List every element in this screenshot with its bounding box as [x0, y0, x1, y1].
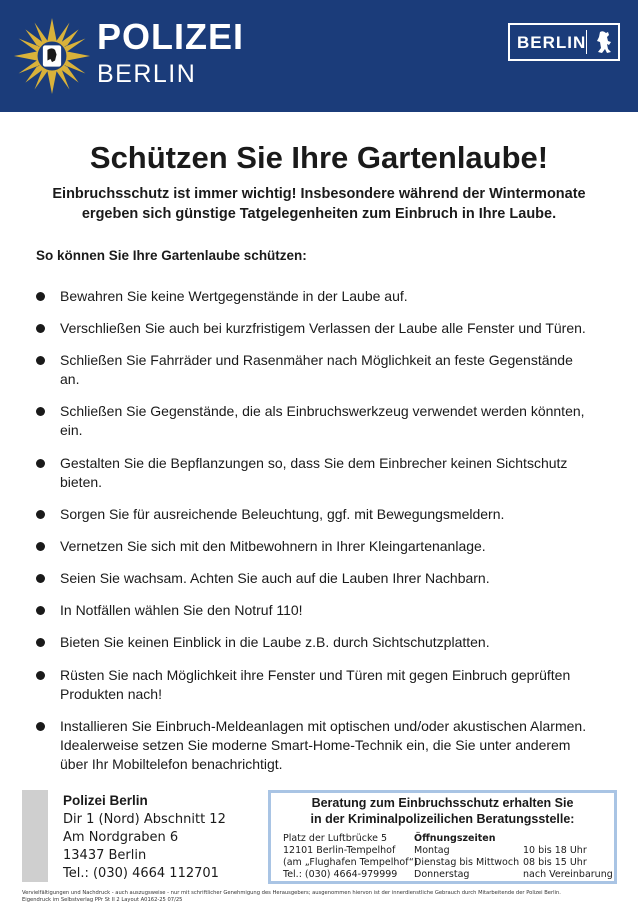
tip-text: über Ihr Mobiltelefon benachrichtigt. [60, 756, 283, 772]
list-item [60, 666, 604, 704]
bullet-icon [36, 407, 45, 416]
contact-line: 13437 Berlin [63, 848, 147, 863]
advice-title [271, 795, 614, 827]
berlin-bear-icon [594, 30, 616, 56]
list-item [60, 505, 604, 524]
list-item [60, 717, 604, 774]
tip-text: Rüsten Sie nach Möglichkeit ihre Fenster und Türen mit gegen Einbruch geprüften [60, 667, 571, 683]
hours-day: Dienstag bis Mittwoch [414, 857, 520, 868]
footer-line: Vervielfältigungen und Nachdruck - auch auszugsweise - nur mit schriftlicher Genehmigung des Herausgebers; ausgenommen hiervon ist der innerdienstliche Gebrauch durch Mitarbeitende der Polizei Berlin. [22, 890, 561, 896]
brand-city: BERLIN [97, 60, 197, 88]
bullet-icon [36, 459, 45, 468]
contact-phone: Tel.: (030) 4664 112701 [63, 866, 219, 881]
list-item [60, 569, 604, 588]
subtitle-line: ergeben sich günstige Tatgelegenheiten zum Einbruch in Ihre Laube. [81, 206, 557, 222]
bullet-icon [36, 356, 45, 365]
bullet-icon [36, 574, 45, 583]
list-item [60, 601, 604, 620]
bullet-icon [36, 292, 45, 301]
badge-divider [586, 30, 587, 54]
list-item [60, 319, 604, 338]
bullet-icon [36, 638, 45, 647]
contact-line: Dir 1 (Nord) Abschnitt 12 [63, 812, 226, 827]
advice-title-line: in der Kriminalpolizeilichen Beratungsstelle: [310, 812, 575, 826]
tip-text: Vernetzen Sie sich mit den Mitbewohnern in Ihrer Kleingartenanlage. [60, 538, 486, 554]
subtitle [40, 184, 598, 224]
tip-text: an. [60, 371, 80, 387]
advice-address-line: Platz der Luftbrücke 5 [283, 833, 388, 844]
advice-box [268, 790, 617, 884]
hours-day: Montag [414, 845, 450, 856]
list-item [60, 287, 604, 306]
berlin-badge [508, 23, 620, 61]
berlin-badge-label: BERLIN [517, 33, 587, 52]
hours-time: nach Vereinbarung [523, 869, 613, 880]
contact-line: Am Nordgraben 6 [63, 830, 179, 845]
tip-text: Seien Sie wachsam. Achten Sie auch auf die Lauben Ihrer Nachbarn. [60, 570, 490, 586]
advice-title-line: Beratung zum Einbruchsschutz erhalten Sie [311, 796, 574, 810]
brand-name: POLIZEI [97, 16, 245, 57]
bullet-icon [36, 542, 45, 551]
list-item [60, 633, 604, 652]
bullet-icon [36, 671, 45, 680]
tip-text: Schließen Sie Gegenstände, die als Einbruchswerkzeug verwendet werden könnten, [60, 403, 585, 419]
tip-text: Verschließen Sie auch bei kurzfristigem Verlassen der Laube alle Fenster und Türen. [60, 320, 586, 336]
bullet-icon [36, 510, 45, 519]
advice-address-line: (am „Flughafen Tempelhof“) [283, 857, 418, 868]
tip-text: Produkten nach! [60, 686, 162, 702]
tip-text: Gestalten Sie die Bepflanzungen so, dass Sie dem Einbrecher keinen Sichtschutz [60, 455, 568, 471]
contact-org: Polizei Berlin [63, 793, 148, 808]
bullet-icon [36, 606, 45, 615]
list-item [60, 537, 604, 556]
tip-text: In Notfällen wählen Sie den Notruf 110! [60, 602, 303, 618]
tip-text: bieten. [60, 474, 103, 490]
bullet-icon [36, 324, 45, 333]
advice-phone: Tel.: (030) 4664-979999 [283, 869, 398, 880]
footer-line: Eigendruck im Selbstverlag PPr St II 2 Layout A0162-25 07/25 [22, 897, 183, 903]
tip-text: Bieten Sie keinen Einblick in die Laube z.B. durch Sichtschutzplatten. [60, 634, 490, 650]
list-item [60, 351, 604, 389]
page-title: Schützen Sie Ihre Gartenlaube! [89, 140, 549, 175]
list-item [60, 454, 604, 492]
subtitle-line: Einbruchsschutz ist immer wichtig! Insbesondere während der Wintermonate [52, 186, 586, 202]
tip-text: Installieren Sie Einbruch-Meldeanlagen mit optischen und/oder akustischen Alarmen. [60, 718, 587, 734]
list-item [60, 402, 604, 440]
hours-time: 08 bis 15 Uhr [523, 857, 587, 868]
tip-text: ein. [60, 422, 83, 438]
tip-text: Sorgen Sie für ausreichende Beleuchtung, ggf. mit Bewegungsmeldern. [60, 506, 505, 522]
hours-heading: Öffnungszeiten [414, 833, 496, 844]
hours-time: 10 bis 18 Uhr [523, 845, 587, 856]
tip-text: Schließen Sie Fahrräder und Rasenmäher nach Möglichkeit an feste Gegenstände [60, 352, 573, 368]
contact-accent-bar [22, 790, 48, 882]
bullet-icon [36, 722, 45, 731]
header-banner [0, 0, 638, 112]
tip-text: Idealerweise setzen Sie moderne Smart-Home-Technik ein, die Sie unter anderem [60, 737, 571, 753]
police-star-with-bear-icon [14, 18, 90, 94]
footer-note [22, 890, 622, 904]
intro-heading: So können Sie Ihre Gartenlaube schützen: [36, 248, 307, 263]
advice-address-line: 12101 Berlin-Tempelhof [283, 845, 396, 856]
tip-text: Bewahren Sie keine Wertgegenstände in der Laube auf. [60, 288, 408, 304]
hours-day: Donnerstag [414, 869, 470, 880]
